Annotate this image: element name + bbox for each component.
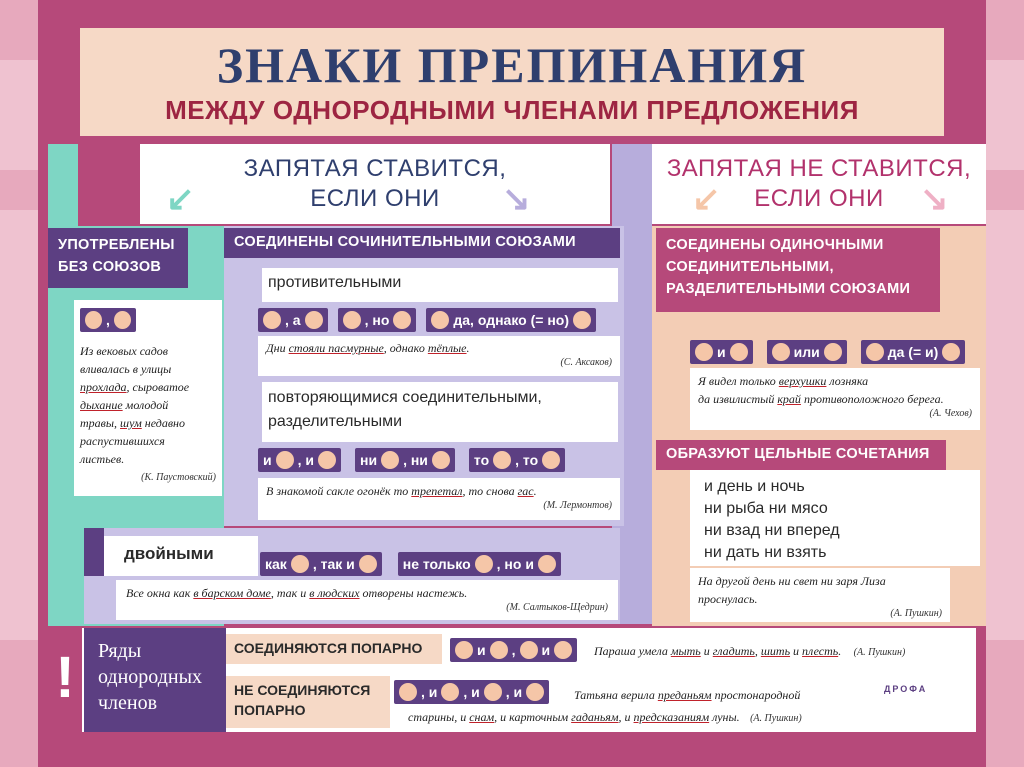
chip-label: и	[477, 642, 486, 658]
ex-object: снам	[469, 710, 495, 724]
ex-subject: дыхание	[80, 398, 123, 412]
unpaired-author: (А. Пушкин)	[750, 713, 802, 724]
single-example	[698, 372, 972, 408]
arrow-down-right-icon: ↘	[502, 180, 531, 218]
phrase-item: ни рыба ни мясо	[704, 500, 828, 517]
ex-predicate: шить	[760, 644, 791, 658]
word-placeholder-icon	[291, 555, 309, 573]
word-placeholder-icon	[772, 343, 790, 361]
ex-predicate: гладить	[712, 644, 755, 658]
ex-text: .	[838, 644, 842, 658]
double-label-box	[104, 536, 258, 576]
word-placeholder-icon	[526, 683, 544, 701]
double-panel-accent	[84, 528, 104, 576]
coord-label: СОЕДИНЕНЫ СОЧИНИТЕЛЬНЫМИ СОЮЗАМИ	[224, 228, 620, 258]
ex-text: Параша умела	[594, 644, 671, 658]
chip-label: ,	[511, 642, 516, 658]
ex-object: преданьям	[657, 688, 712, 702]
arrow-down-right-icon: ↘	[920, 180, 949, 218]
repeating-label-line2: разделительными	[268, 413, 403, 430]
phrase-item: и день и ночь	[704, 478, 805, 495]
single-label-line2: СОЕДИНИТЕЛЬНЫМИ,	[666, 259, 834, 275]
conj-chip	[861, 340, 966, 364]
comma-not-required-line1: ЗАПЯТАЯ НЕ СТАВИТСЯ,	[666, 155, 972, 182]
word-placeholder-icon	[381, 451, 399, 469]
ex-text: Все окна как	[126, 586, 194, 600]
chip-label: , а	[285, 312, 301, 328]
chip-label: , и	[463, 684, 480, 700]
word-placeholder-icon	[695, 343, 713, 361]
word-placeholder-icon	[475, 555, 493, 573]
conj-chip	[426, 308, 596, 332]
chip-label: , так и	[312, 556, 355, 572]
chip-label: , и	[505, 684, 523, 700]
double-label: двойными	[124, 544, 214, 563]
rows-label	[84, 628, 226, 732]
chip-label: , но	[364, 312, 390, 328]
word-placeholder-icon	[520, 641, 538, 659]
no-conj-label	[48, 228, 188, 288]
ex-object: верхушки	[778, 374, 827, 388]
ex-text: листьев.	[80, 452, 125, 466]
comma-required-line2: ЕСЛИ ОНИ	[310, 185, 440, 212]
whole-example-line1: На другой день ни свет ни заря Лиза	[698, 574, 886, 588]
conj-chip	[338, 308, 417, 332]
unpaired-label-line2: ПОПАРНО	[234, 702, 306, 718]
ex-text: ,	[754, 644, 761, 658]
word-placeholder-icon	[455, 641, 473, 659]
ex-predicate: мыть	[670, 644, 701, 658]
ex-text: вливалась в улицы	[80, 362, 172, 376]
unpaired-example-line1	[574, 686, 874, 704]
word-placeholder-icon	[85, 311, 102, 329]
ex-text: Из вековых садов	[80, 344, 168, 358]
single-example-card	[690, 368, 980, 430]
word-placeholder-icon	[573, 311, 591, 329]
ex-text: и	[700, 644, 713, 658]
no-conj-example-card	[74, 300, 222, 496]
paired-example	[594, 642, 974, 660]
paired-author: (А. Пушкин)	[853, 647, 906, 658]
ex-predicate: трепетал	[411, 484, 463, 498]
ex-text: лозняка	[826, 374, 869, 388]
ex-adverbial: в людских	[309, 586, 360, 600]
arrow-down-left-icon: ↙	[166, 180, 195, 218]
double-example	[126, 584, 608, 602]
ex-predicate: гас	[517, 484, 534, 498]
word-placeholder-icon	[343, 311, 361, 329]
chip-label: и	[263, 452, 272, 468]
comma-not-required-line2: ЕСЛИ ОНИ	[754, 185, 884, 212]
chip-label: , ни	[403, 452, 428, 468]
chip-label: или	[793, 344, 820, 360]
word-placeholder-icon	[493, 451, 511, 469]
no-conj-label-line1: УПОТРЕБЛЕНЫ	[58, 237, 175, 253]
word-placeholder-icon	[554, 641, 572, 659]
rows-label-line3: членов	[98, 692, 158, 714]
ex-predicate: тёплые	[427, 341, 467, 355]
chip-label: , и	[421, 684, 438, 700]
paired-chip	[450, 638, 577, 662]
chip-label: и	[541, 642, 551, 658]
adversative-author: (С. Аксаков)	[560, 357, 612, 368]
ex-adverbial: в барском доме	[193, 586, 271, 600]
ex-text: , так и	[270, 586, 310, 600]
adversative-chips	[258, 308, 596, 332]
single-label-line1: СОЕДИНЕНЫ ОДИНОЧНЫМИ	[666, 237, 884, 253]
repeating-example	[266, 482, 612, 500]
page-subtitle: МЕЖДУ ОДНОРОДНЫМИ ЧЛЕНАМИ ПРЕДЛОЖЕНИЯ	[165, 95, 859, 125]
repeating-chips	[258, 448, 565, 472]
ex-text: старины, и	[408, 710, 470, 724]
repeating-author: (М. Лермонтов)	[543, 500, 612, 511]
double-chips	[260, 552, 561, 576]
paired-label: СОЕДИНЯЮТСЯ ПОПАРНО	[234, 640, 423, 656]
word-placeholder-icon	[276, 451, 294, 469]
word-placeholder-icon	[432, 451, 450, 469]
frame-left-edge	[0, 0, 38, 767]
ex-text: луны.	[709, 710, 740, 724]
single-label-line3: РАЗДЕЛИТЕЛЬНЫМИ СОЮЗАМИ	[666, 281, 911, 297]
word-placeholder-icon	[542, 451, 560, 469]
paired-label-box	[226, 634, 442, 664]
ex-text: , сыроватое	[126, 380, 190, 394]
double-author: (М. Салтыков-Щедрин)	[506, 602, 608, 613]
chip-label: как	[265, 556, 287, 572]
chip-label: ,	[106, 312, 110, 328]
conj-chip	[690, 340, 753, 364]
page-title: ЗНАКИ ПРЕПИНАНИЯ	[216, 37, 808, 93]
arrow-down-left-icon: ↙	[692, 180, 721, 218]
chip-label: и	[717, 344, 726, 360]
conj-chip	[355, 448, 455, 472]
double-example-card	[116, 580, 618, 620]
ex-text: недавно	[141, 416, 185, 430]
ex-text: травы,	[80, 416, 121, 430]
ex-text: , и	[618, 710, 634, 724]
whole-label: ОБРАЗУЮТ ЦЕЛЬНЫЕ СОЧЕТАНИЯ	[656, 440, 946, 470]
comma-required-line1: ЗАПЯТАЯ СТАВИТСЯ,	[243, 155, 507, 182]
word-placeholder-icon	[490, 641, 508, 659]
conj-chip	[450, 638, 577, 662]
comma-not-required-header	[652, 144, 986, 224]
unpaired-label-line1: НЕ СОЕДИНЯЮТСЯ	[234, 682, 371, 698]
adversative-example-card	[258, 336, 620, 376]
ex-text: отворены настежь.	[359, 586, 468, 600]
ex-text: Я видел только	[698, 374, 779, 388]
no-conj-example	[80, 342, 216, 468]
conj-chip	[469, 448, 565, 472]
phrase-item: ни взад ни вперед	[704, 522, 840, 539]
chip-label: ни	[360, 452, 378, 468]
word-placeholder-icon	[730, 343, 748, 361]
chip-label: , но и	[496, 556, 534, 572]
no-conj-author: (К. Паустовский)	[141, 472, 216, 483]
unpaired-example-line2	[408, 708, 878, 726]
comma-required-header	[140, 144, 610, 224]
ex-text: , однако	[383, 341, 428, 355]
whole-example-line2: проснулась.	[698, 592, 758, 606]
whole-phrases-card	[690, 470, 980, 566]
conj-chip	[394, 680, 549, 704]
ex-subject: шум	[120, 416, 142, 430]
adversative-example	[266, 339, 612, 357]
ex-text: распустившихся	[80, 434, 165, 448]
word-placeholder-icon	[263, 311, 281, 329]
exclamation-icon: !	[48, 628, 82, 732]
ex-text: В знакомой сакле огонёк то	[266, 484, 412, 498]
ex-predicate: стояли пасмурные	[288, 341, 384, 355]
word-placeholder-icon	[318, 451, 336, 469]
chip-label: , и	[297, 452, 314, 468]
ex-subject: прохлада	[80, 380, 127, 394]
word-placeholder-icon	[305, 311, 323, 329]
ex-text: Татьяна верила	[574, 688, 658, 702]
ex-text: , и карточным	[494, 710, 572, 724]
comma-chip	[80, 308, 136, 332]
rows-label-line2: однородных	[98, 666, 203, 688]
unpaired-label-box	[226, 676, 390, 728]
ex-text: .	[533, 484, 537, 498]
conj-chip	[258, 448, 341, 472]
word-placeholder-icon	[431, 311, 449, 329]
whole-example-card	[690, 568, 950, 622]
word-placeholder-icon	[942, 343, 960, 361]
chip-label: , то	[515, 452, 539, 468]
ex-text: да извилистый	[698, 392, 778, 406]
ex-object: гаданьям	[571, 710, 619, 724]
frame-right-edge	[986, 0, 1024, 767]
conj-chip	[398, 552, 561, 576]
conj-chip	[260, 552, 382, 576]
ex-text: , то снова	[462, 484, 518, 498]
chip-label: не только	[402, 556, 471, 572]
conj-chip	[767, 340, 847, 364]
no-conj-label-line2: БЕЗ СОЮЗОВ	[58, 259, 162, 275]
single-label	[656, 228, 940, 312]
word-placeholder-icon	[866, 343, 884, 361]
ex-text: противоположного берега.	[800, 392, 944, 406]
phrase-item: ни дать ни взять	[704, 544, 827, 561]
repeating-label-box	[262, 382, 618, 442]
word-placeholder-icon	[399, 683, 417, 701]
single-chips	[690, 340, 965, 364]
unpaired-chip	[394, 680, 549, 704]
word-placeholder-icon	[114, 311, 131, 329]
publisher-logo: ДРОФА	[884, 684, 928, 694]
chip-label: да, однако (= но)	[453, 312, 569, 328]
ex-text: простонародной	[711, 688, 801, 702]
rows-label-line1: Ряды	[98, 640, 142, 662]
ex-text: молодой	[122, 398, 169, 412]
word-placeholder-icon	[393, 311, 411, 329]
chip-label: то	[473, 452, 490, 468]
ex-text: Дни	[266, 341, 289, 355]
ex-object: предсказаниям	[633, 710, 710, 724]
word-placeholder-icon	[824, 343, 842, 361]
single-author: (А. Чехов)	[929, 408, 972, 419]
ex-object: край	[777, 392, 801, 406]
chip-label: да (= и)	[887, 344, 939, 360]
word-placeholder-icon	[359, 555, 377, 573]
whole-author: (А. Пушкин)	[890, 608, 942, 619]
word-placeholder-icon	[538, 555, 556, 573]
ex-text: .	[466, 341, 470, 355]
repeating-example-card	[258, 478, 620, 520]
conj-chip	[258, 308, 328, 332]
repeating-label-line1: повторяющимися соединительными,	[268, 389, 542, 406]
word-placeholder-icon	[441, 683, 459, 701]
adversative-label-box	[262, 268, 618, 302]
word-placeholder-icon	[484, 683, 502, 701]
ex-predicate: плесть	[802, 644, 839, 658]
adversative-label: противительными	[268, 274, 402, 291]
ex-text: и	[790, 644, 803, 658]
